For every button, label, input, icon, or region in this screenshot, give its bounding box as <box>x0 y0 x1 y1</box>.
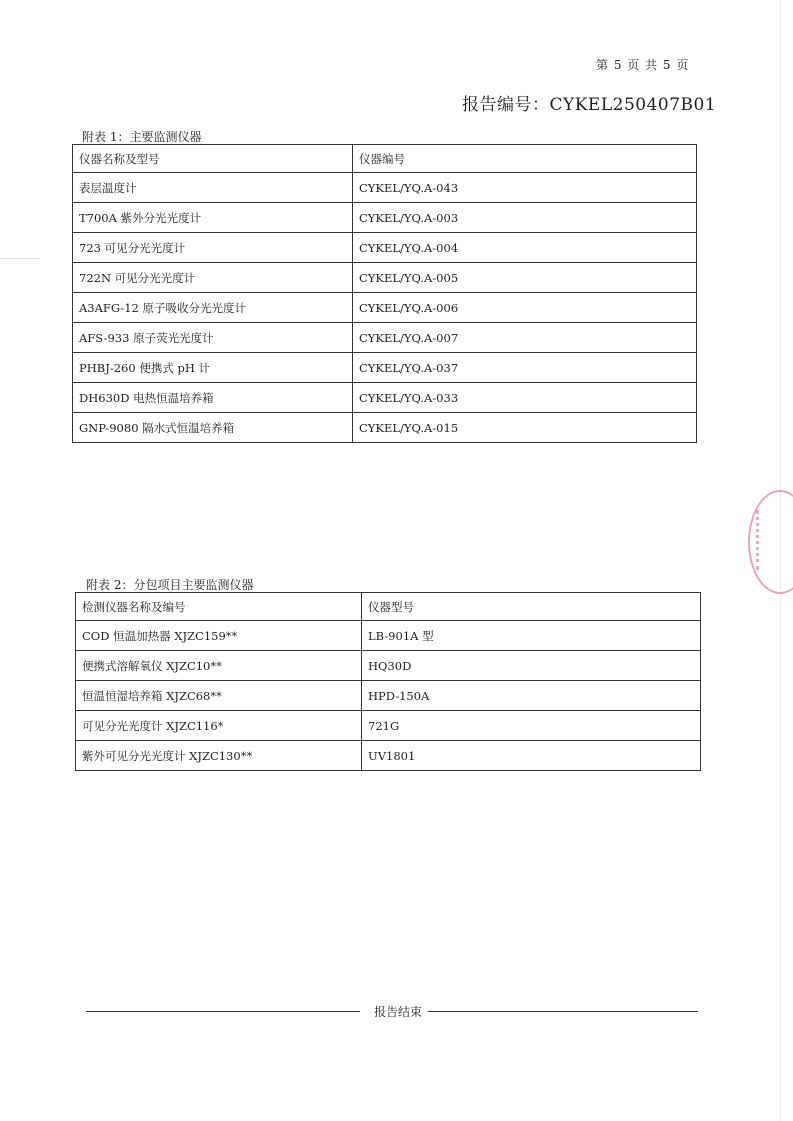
instrument-model-cell: HPD-150A <box>362 681 701 711</box>
table1-caption: 附表 1：主要监测仪器 <box>82 130 202 144</box>
instrument-id-cell: CYKEL/YQ.A-005 <box>353 263 697 293</box>
table-row <box>73 323 697 353</box>
instrument-model-cell: HQ30D <box>362 651 701 681</box>
instrument-id-cell: CYKEL/YQ.A-033 <box>353 383 697 413</box>
seal-perforation <box>756 510 773 570</box>
report-number: 报告编号：CYKEL250407B01 <box>462 95 717 115</box>
instrument-id-cell: CYKEL/YQ.A-006 <box>353 293 697 323</box>
scan-edge-mark <box>0 258 40 259</box>
table-row <box>73 383 697 413</box>
subcontract-instruments-table <box>75 592 701 771</box>
table-row <box>76 711 701 741</box>
table-row <box>76 621 701 651</box>
instrument-id-cell: CYKEL/YQ.A-015 <box>353 413 697 443</box>
instrument-id-cell: CYKEL/YQ.A-037 <box>353 353 697 383</box>
table-row <box>73 233 697 263</box>
column-header: 仪器名称及型号 <box>73 145 353 173</box>
column-header: 仪器编号 <box>353 145 697 173</box>
report-end-text: 报告结束 <box>374 1005 423 1019</box>
table-row <box>73 413 697 443</box>
instrument-name-cell: A3AFG-12 原子吸收分光光度计 <box>73 293 353 323</box>
instrument-name-cell: 可见分光光度计 XJZC116* <box>76 711 362 741</box>
instrument-name-cell: 表层温度计 <box>73 173 353 203</box>
instrument-name-cell: PHBJ-260 便携式 pH 计 <box>73 353 353 383</box>
main-instruments-table <box>72 144 697 443</box>
instrument-name-cell: 紫外可见分光光度计 XJZC130** <box>76 741 362 771</box>
table-row <box>76 741 701 771</box>
instrument-name-cell: GNP-9080 隔水式恒温培养箱 <box>73 413 353 443</box>
instrument-name-cell: 恒温恒湿培养箱 XJZC68** <box>76 681 362 711</box>
table-row <box>73 203 697 233</box>
table-header-row <box>76 593 701 621</box>
column-header: 仪器型号 <box>362 593 701 621</box>
table2-caption: 附表 2：分包项目主要监测仪器 <box>86 578 254 592</box>
instrument-model-cell: LB-901A 型 <box>362 621 701 651</box>
instrument-name-cell: COD 恒温加热器 XJZC159** <box>76 621 362 651</box>
instrument-name-cell: T700A 紫外分光光度计 <box>73 203 353 233</box>
instrument-id-cell: CYKEL/YQ.A-043 <box>353 173 697 203</box>
instrument-name-cell: DH630D 电热恒温培养箱 <box>73 383 353 413</box>
instrument-id-cell: CYKEL/YQ.A-003 <box>353 203 697 233</box>
table-header-row <box>73 145 697 173</box>
table-row <box>76 651 701 681</box>
table-row <box>73 173 697 203</box>
column-header: 检测仪器名称及编号 <box>76 593 362 621</box>
table-row <box>73 353 697 383</box>
footer-rule-left <box>86 1011 360 1012</box>
instrument-name-cell: 722N 可见分光光度计 <box>73 263 353 293</box>
instrument-id-cell: CYKEL/YQ.A-004 <box>353 233 697 263</box>
footer-rule-right <box>428 1011 698 1012</box>
instrument-model-cell: UV1801 <box>362 741 701 771</box>
table-row <box>73 293 697 323</box>
table-row <box>73 263 697 293</box>
table-row <box>76 681 701 711</box>
page-indicator: 第 5 页 共 5 页 <box>596 58 690 72</box>
instrument-model-cell: 721G <box>362 711 701 741</box>
instrument-name-cell: AFS-933 原子荧光光度计 <box>73 323 353 353</box>
instrument-name-cell: 723 可见分光光度计 <box>73 233 353 263</box>
instrument-id-cell: CYKEL/YQ.A-007 <box>353 323 697 353</box>
instrument-name-cell: 便携式溶解氧仪 XJZC10** <box>76 651 362 681</box>
